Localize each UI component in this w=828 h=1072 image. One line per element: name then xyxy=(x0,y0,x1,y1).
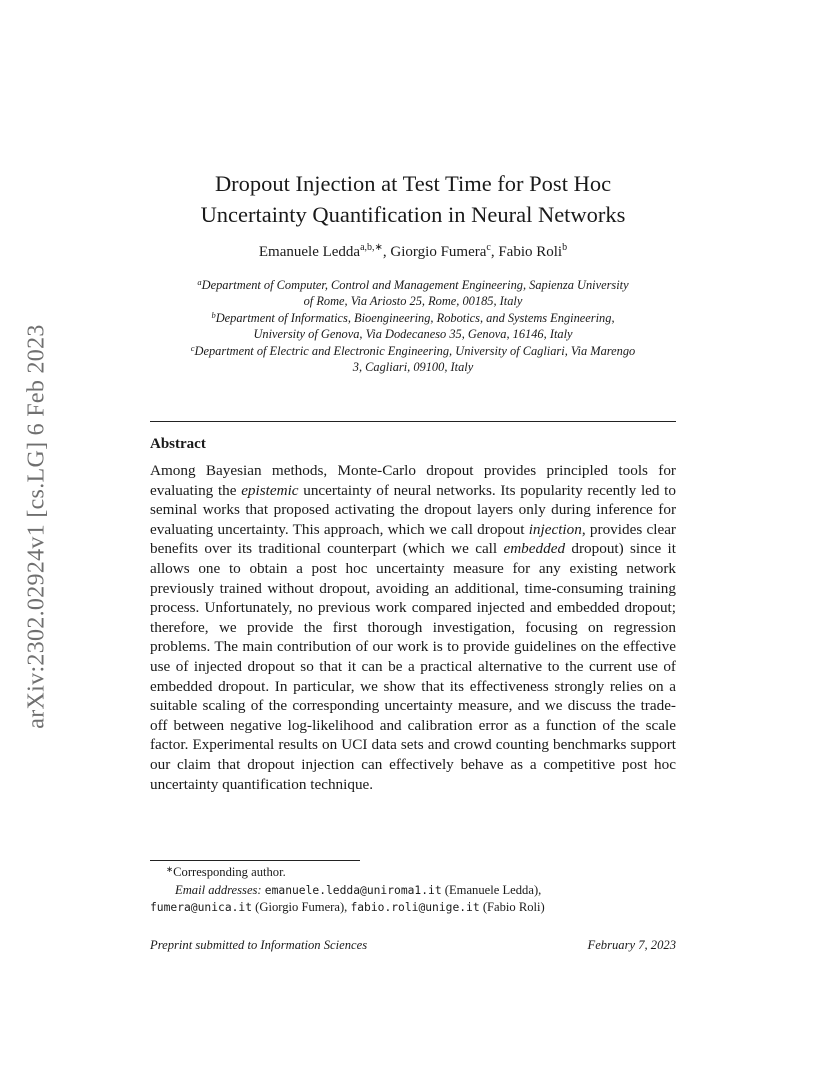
abstract-emphasis: embedded xyxy=(503,540,566,558)
footnote-emails-continued xyxy=(150,899,676,917)
affiliation xyxy=(150,310,676,342)
email-owner: (Giorgio Fumera), xyxy=(252,900,351,914)
affiliation-line: of Rome, Via Ariosto 25, Rome, 00185, Italy xyxy=(303,294,523,309)
abstract-emphasis: injection xyxy=(528,520,582,538)
paper-title xyxy=(150,168,676,230)
arxiv-identifier-text: arXiv:2302.02924v1 [cs.LG] 6 Feb 2023 xyxy=(23,323,50,729)
footnote-text: Corresponding author. xyxy=(173,865,286,879)
footnote-divider xyxy=(150,860,360,861)
abstract-segment: uncertainty of neural networks. Its popularity recently led to seminal works that proposed activating the dropout layers only during inference for evaluating uncertainty. This approach, which we call dropout xyxy=(150,481,676,538)
email-address[interactable]: emanuele.ledda@uniroma1.it xyxy=(264,883,442,897)
author-name: Fabio Roli xyxy=(498,244,563,260)
affiliation-mark: c xyxy=(190,343,195,353)
abstract-heading: Abstract xyxy=(150,436,206,452)
affiliation xyxy=(150,277,676,309)
email-label: Email addresses: xyxy=(175,882,262,897)
author-list: Emanuele Ledda$^{a,b,∗}$, Giorgio Fumera$^c$, Fabio Roli$^b$ xyxy=(258,242,568,260)
author-affiliation-marks: c xyxy=(486,242,491,253)
affiliation-line: University of Genova, Via Dodecaneso 35, Genova, 16146, Italy xyxy=(253,327,573,342)
author-name: Emanuele Ledda xyxy=(258,244,361,260)
affiliation-line: 3, Cagliari, 09100, Italy xyxy=(352,360,474,375)
email-address[interactable]: fumera@unica.it xyxy=(150,901,253,914)
email-owner: (Emanuele Ledda), xyxy=(441,882,542,897)
footnote-corresponding xyxy=(150,864,676,882)
affiliation-mark: a xyxy=(197,277,202,287)
email-owner: (Fabio Roli) xyxy=(479,900,545,914)
author-affiliation-marks: a,b,∗ xyxy=(360,242,383,253)
affiliation xyxy=(150,343,676,375)
abstract-segment: , provides clear benefits over its traditional counterpart (which we call xyxy=(150,520,676,558)
footnotes xyxy=(150,864,676,917)
author-name: Giorgio Fumera xyxy=(390,244,487,260)
author-affiliation-marks: b xyxy=(562,242,568,253)
arxiv-identifier-stamp xyxy=(22,296,52,756)
affiliation-line: Department of Electric and Electronic Engineering, University of Cagliari, Via Marengo xyxy=(194,344,636,358)
footnote-mark: ∗ xyxy=(166,864,174,874)
preprint-date: February 7, 2023 xyxy=(587,938,676,952)
abstract-segment: dropout) since it allows one to obtain a post hoc uncertainty measure for any existing network previously trained without dropout, avoiding an additional, time-consuming training process. Unfortunately, no previous work compared injected and embedded dropout; therefore, we provide the first thorough investigation, focusing on regression problems. The main contribution of our work is to provide guidelines on the effective use of injected dropout so that it can be a practical alternative to the current use of embedded dropout. In particular, we show that its effectiveness strongly relies on a suitable scaling of the corresponding uncertainty measure, and we discuss the trade-off between negative log-likelihood and calibration error as a function of the scale factor. Experimental results on UCI data sets and crowd counting benchmarks support our claim that dropout injection can effectively behave as a competitive post hoc uncertainty quantification technique. xyxy=(150,540,676,793)
preprint-note: Preprint submitted to Information Sciences xyxy=(150,938,368,952)
abstract-emphasis: epistemic xyxy=(241,481,299,499)
email-address[interactable]: fabio.roli@unige.it xyxy=(350,901,480,914)
abstract-segment: Among Bayesian methods, Monte-Carlo dropout provides principled tools for evaluating the xyxy=(150,462,676,499)
affiliation-line: Department of Informatics, Bioengineering, Robotics, and Systems Engineering, xyxy=(215,311,615,325)
title-line-1: Dropout Injection at Test Time for Post Hoc xyxy=(214,171,612,196)
abstract-text xyxy=(150,461,676,794)
affiliation-mark: b xyxy=(211,310,216,320)
title-line-2: Uncertainty Quantification in Neural Networks xyxy=(200,202,626,227)
footnote-emails xyxy=(150,882,676,900)
section-divider xyxy=(150,421,676,422)
affiliation-line: Department of Computer, Control and Management Engineering, Sapienza University xyxy=(201,278,629,292)
